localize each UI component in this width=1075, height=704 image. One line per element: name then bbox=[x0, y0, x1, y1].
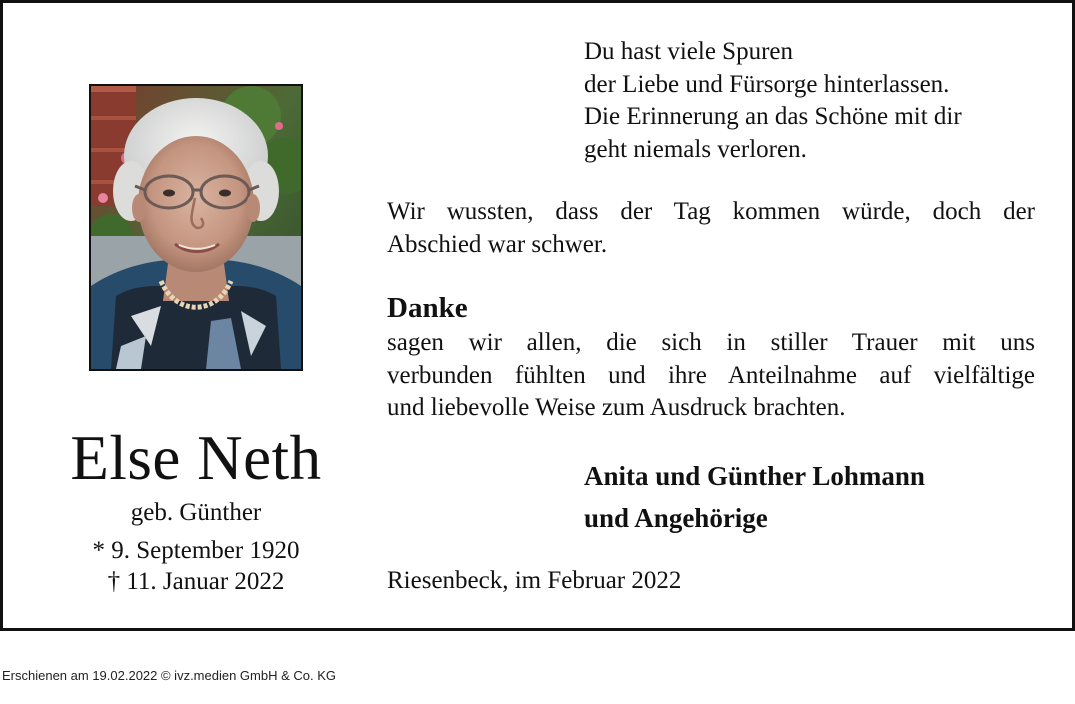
paragraph-line: Abschied war schwer. bbox=[387, 230, 608, 258]
birth-date: * 9. September 1920 bbox=[92, 537, 300, 564]
farewell-paragraph bbox=[387, 196, 1035, 261]
signature bbox=[584, 455, 925, 539]
publication-footer: Erschienen am 19.02.2022 © ivz.medien GmbH & Co. KG bbox=[2, 668, 337, 683]
deceased-name: Else Neth bbox=[70, 423, 322, 493]
birth-name: geb. Günther bbox=[130, 499, 262, 526]
paragraph-line: Wir wussten, dass der Tag kommen würde, doch der bbox=[387, 198, 1035, 225]
poem-line: geht niemals verloren. bbox=[584, 135, 807, 163]
paragraph-line: und liebevolle Weise zum Ausdruck brachten. bbox=[387, 394, 846, 421]
place-date: Riesenbeck, im Februar 2022 bbox=[387, 567, 682, 594]
portrait-photo bbox=[89, 84, 303, 371]
poem-line: Du hast viele Spuren bbox=[584, 38, 793, 65]
signature-line: Anita und Günther Lohmann bbox=[584, 461, 925, 491]
poem-line: der Liebe und Fürsorge hinterlassen. bbox=[584, 70, 950, 98]
thanks-paragraph bbox=[387, 327, 1035, 425]
signature-line: und Angehörige bbox=[584, 503, 768, 533]
thanks-heading: Danke bbox=[387, 292, 468, 324]
death-date: † 11. Januar 2022 bbox=[107, 568, 285, 595]
paragraph-line: sagen wir allen, die sich in stiller Trauer mit uns bbox=[387, 329, 1035, 356]
poem-line: Die Erinnerung an das Schöne mit dir bbox=[584, 103, 962, 130]
paragraph-line: verbunden fühlten und ihre Anteilnahme auf vielfältige bbox=[387, 361, 1035, 389]
poem bbox=[584, 36, 1054, 166]
